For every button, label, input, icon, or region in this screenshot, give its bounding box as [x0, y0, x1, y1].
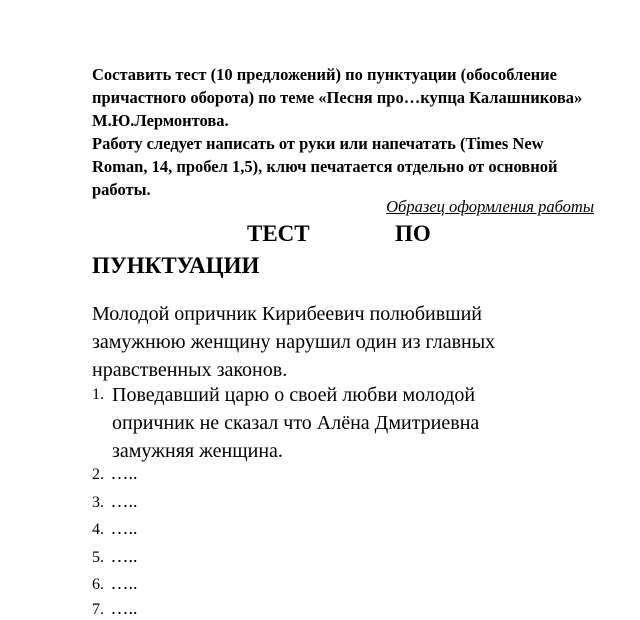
item-text: ….. — [110, 491, 138, 511]
item-number: 5. — [92, 549, 104, 566]
heading-word-punctuation: ПУНКТУАЦИИ — [92, 253, 260, 278]
item-text: ….. — [110, 463, 138, 483]
instruction-task: Составить тест (10 предложений) по пунктуации (обособление причастного оборота) по теме «Песня про…купца Калашникова» М.Ю.Лермонтова. — [92, 65, 583, 130]
list-item — [92, 598, 138, 619]
item-number: 4. — [92, 521, 104, 538]
item-text: ….. — [110, 518, 138, 538]
question-list — [92, 381, 562, 465]
list-item — [92, 381, 562, 465]
heading-word-po: ПО — [395, 221, 431, 246]
item-text: ….. — [110, 573, 138, 593]
item-text: ….. — [110, 546, 138, 566]
list-item — [92, 518, 138, 539]
intro-text: Молодой опричник Кирибеевич полюбивший замужнюю женщину нарушил один из главных нравственных законов. — [92, 303, 496, 381]
item-number: 3. — [92, 494, 104, 511]
instruction-format: Работу следует написать от руки или напечатать (Times New Roman, 14, пробел 1,5), ключ печатается отдельно от основной работы. — [92, 134, 558, 199]
list-item — [92, 463, 138, 484]
sample-format-link[interactable]: Образец оформления работы — [386, 197, 594, 216]
item-text: Поведавший царю о своей любви молодой опричник не сказал что Алёна Дмитриевна замужняя женщина. — [112, 384, 480, 462]
item-number: 6. — [92, 576, 104, 593]
item-text: ….. — [110, 598, 138, 618]
list-item — [92, 491, 138, 512]
heading-word-test: ТЕСТ — [247, 221, 310, 246]
item-number: 1. — [92, 386, 104, 403]
item-number: 2. — [92, 466, 104, 483]
item-number: 7. — [92, 601, 104, 618]
list-item — [92, 573, 138, 594]
list-item — [92, 546, 138, 567]
intro-paragraph — [92, 300, 562, 384]
assignment-instructions — [92, 63, 602, 201]
